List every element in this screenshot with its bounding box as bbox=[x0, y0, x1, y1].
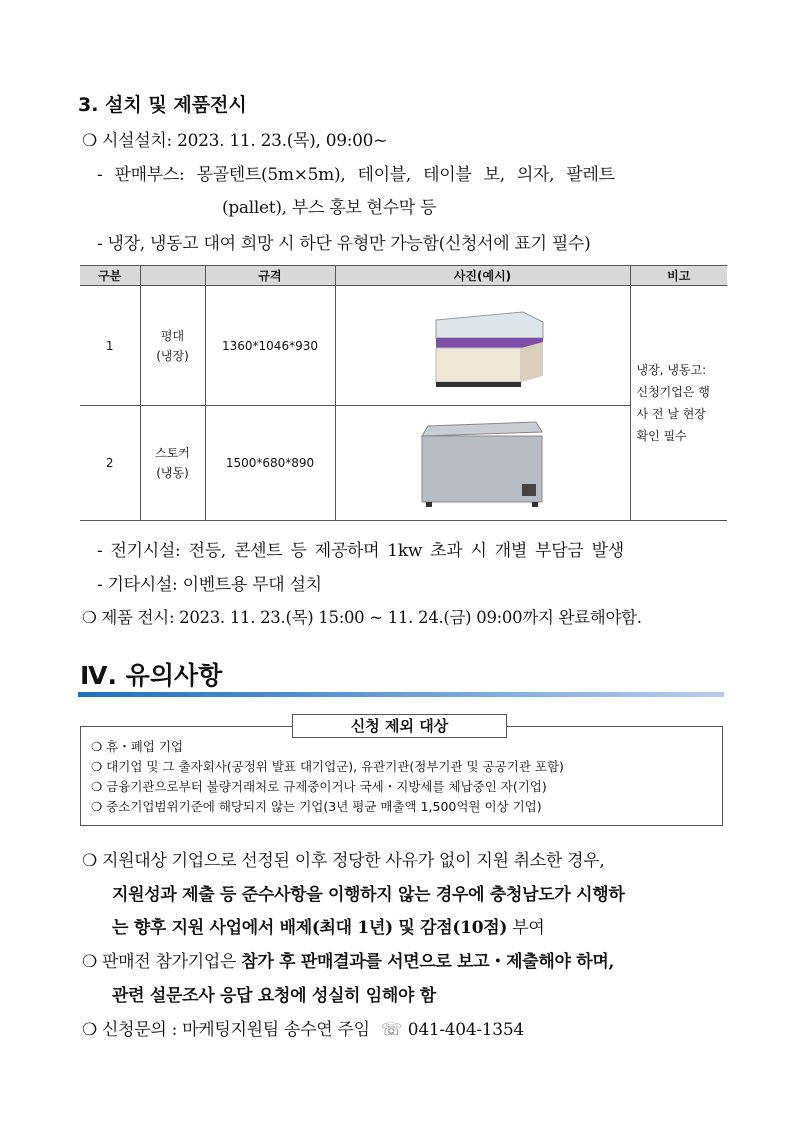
penalty-end: 부여 bbox=[507, 918, 545, 938]
penalty-line-2: 지원성과 제출 등 준수사항을 이행하지 않는 경우에 충청남도가 시행하 bbox=[112, 885, 625, 905]
row-no: 1 bbox=[80, 286, 140, 406]
table-row bbox=[80, 406, 727, 521]
title-underline bbox=[78, 692, 724, 697]
header-no: 구분 bbox=[80, 266, 140, 286]
phone-icon: ☏ bbox=[380, 1020, 402, 1040]
equipment-table bbox=[80, 265, 727, 521]
row-photo bbox=[335, 406, 630, 521]
install-date: ❍ 시설설치: 2023. 11. 23.(목), 09:00~ bbox=[82, 131, 388, 151]
header-type bbox=[140, 266, 205, 286]
notice-title: Ⅳ. 유의사항 bbox=[80, 661, 223, 690]
booth-line-2: (pallet), 부스 홍보 현수막 등 bbox=[222, 198, 437, 218]
row-spec: 1360*1046*930 bbox=[205, 286, 335, 406]
report-line-1 bbox=[82, 947, 614, 972]
penalty-line-1: ❍ 지원대상 기업으로 선정된 이후 정당한 사유가 없이 지원 취소한 경우, bbox=[82, 851, 605, 871]
booth-line-1: - 판매부스: 몽골텐트(5m×5m), 테이블, 테이블 보, 의자, 팔레트 bbox=[97, 165, 615, 185]
report-start: ❍ 판매전 참가기업은 bbox=[82, 952, 242, 972]
phone-number: 041-404-1354 bbox=[407, 1020, 524, 1040]
other-facility: - 기타시설: 이벤트용 무대 설치 bbox=[97, 575, 322, 595]
table-row bbox=[80, 286, 727, 406]
fridge-note: - 냉장, 냉동고 대여 희망 시 하단 유형만 가능함(신청서에 표기 필수) bbox=[97, 234, 591, 254]
electric-facility: - 전기시설: 전등, 콘센트 등 제공하며 1kw 초과 시 개별 부담금 발생 bbox=[97, 541, 624, 561]
row-type: 스토커 (냉동) bbox=[140, 406, 205, 521]
remark-cell: 냉장, 냉동고: 신청기업은 행사 전 날 현장 확인 필수 bbox=[630, 286, 727, 521]
penalty-bold: 는 향후 지원 사업에서 배제(최대 1년) 및 감점(10점) bbox=[112, 918, 508, 938]
row-type: 평대 (냉장) bbox=[140, 286, 205, 406]
exclusion-item: ❍ 중소기업범위기준에 해당되지 않는 기업(3년 평균 매출액 1,500억원 이상 기업) bbox=[91, 799, 542, 814]
row-photo bbox=[335, 286, 630, 406]
row-spec: 1500*680*890 bbox=[205, 406, 335, 521]
exclusion-item: ❍ 금융기관으로부터 불량거래처로 규제중이거나 국세・지방세를 체납중인 자(기업) bbox=[91, 779, 547, 794]
header-photo: 사진(예시) bbox=[335, 266, 630, 286]
report-line-2: 관련 설문조사 응답 요청에 성실히 임해야 함 bbox=[112, 986, 436, 1006]
header-spec: 규격 bbox=[205, 266, 335, 286]
contact-line bbox=[82, 1015, 524, 1040]
exclusion-item: ❍ 대기업 및 그 출자회사(공정위 발표 대기업군), 유관기관(정부기관 및 공공기관 포함) bbox=[91, 759, 564, 774]
exclusion-box-title: 신청 제외 대상 bbox=[292, 714, 507, 738]
showcase-fridge-image bbox=[418, 298, 548, 390]
header-remark: 비고 bbox=[630, 266, 727, 286]
chest-freezer-image bbox=[418, 414, 548, 509]
display-date: ❍ 제품 전시: 2023. 11. 23.(목) 15:00 ~ 11. 24.(금) 09:00까지 완료해야함. bbox=[82, 608, 642, 627]
penalty-line-3 bbox=[112, 913, 544, 938]
row-no: 2 bbox=[80, 406, 140, 521]
exclusion-box bbox=[80, 726, 723, 826]
contact-label: ❍ 신청문의 : 마케팅지원팀 송수연 주임 bbox=[82, 1020, 370, 1040]
report-bold: 참가 후 판매결과를 서면으로 보고・제출해야 하며, bbox=[241, 952, 615, 972]
section-title: 3. 설치 및 제품전시 bbox=[78, 94, 247, 116]
exclusion-item: ❍ 휴・폐업 기업 bbox=[91, 739, 184, 754]
